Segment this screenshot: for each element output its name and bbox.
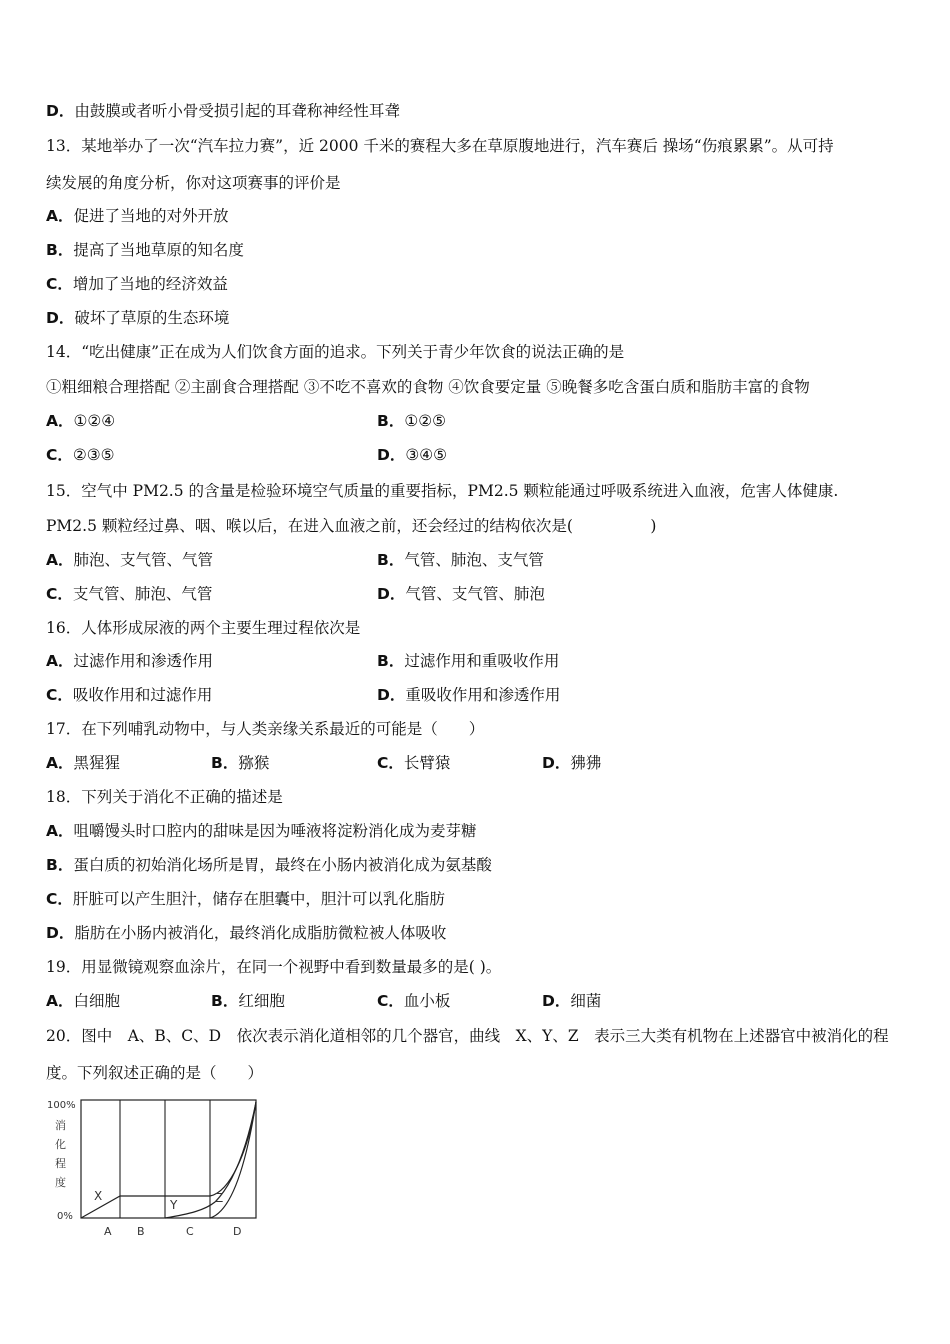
q18-option-a xyxy=(46,821,477,841)
y-axis-top-label: 100% xyxy=(47,1100,76,1111)
q16-stem: 16．人体形成尿液的两个主要生理过程依次是 xyxy=(46,619,361,637)
organ-label-a: A xyxy=(104,1225,112,1238)
q13-option-d xyxy=(46,308,229,328)
option-label: C． xyxy=(46,446,73,464)
q19-option-a xyxy=(46,991,120,1011)
q17-option-c xyxy=(377,753,450,773)
organ-label-d: D xyxy=(233,1225,242,1238)
option-label: D． xyxy=(377,446,406,464)
option-label: B． xyxy=(377,652,405,670)
option-text: 狒狒 xyxy=(570,754,602,772)
option-text: 红细胞 xyxy=(238,992,285,1010)
curve-label-x: X xyxy=(94,1189,103,1203)
q19-option-c xyxy=(377,991,450,1011)
curve-label-z: Z xyxy=(215,1191,224,1205)
option-text: 吸收作用和过滤作用 xyxy=(72,686,213,704)
y-axis-title-char: 度 xyxy=(55,1176,66,1189)
option-label: D． xyxy=(46,102,75,120)
option-label: B． xyxy=(46,856,74,874)
q16-option-c xyxy=(46,685,212,705)
option-text: 支气管、肺泡、气管 xyxy=(72,585,213,603)
option-text: 重吸收作用和渗透作用 xyxy=(405,686,561,704)
option-text: ①②⑤ xyxy=(404,412,447,430)
option-label: C． xyxy=(46,275,73,293)
option-label: B． xyxy=(377,551,405,569)
q18-option-c xyxy=(46,889,445,909)
q16-option-a xyxy=(46,651,213,671)
option-text: 气管、支气管、肺泡 xyxy=(405,585,545,603)
option-label: D． xyxy=(377,585,406,603)
q17-option-d xyxy=(542,753,601,773)
y-axis-title-char: 化 xyxy=(55,1138,66,1151)
option-label: A． xyxy=(46,412,74,430)
option-label: A． xyxy=(46,822,74,840)
option-text: 肺泡、支气管、气管 xyxy=(73,551,214,569)
q18-option-b xyxy=(46,855,492,875)
option-label: A． xyxy=(46,551,74,569)
option-label: B． xyxy=(46,241,74,259)
organ-label-b: B xyxy=(137,1225,145,1238)
q14-items: ①粗细粮合理搭配 ②主副食合理搭配 ③不吃不喜欢的食物 ④饮食要定量 ⑤晚餐多吃含蛋白质和脂肪丰富的食物 xyxy=(46,378,810,396)
option-text: 提高了当地草原的知名度 xyxy=(73,241,244,259)
q14-option-a xyxy=(46,411,115,431)
q15-option-c xyxy=(46,584,212,604)
q18-stem: 18．下列关于消化不正确的描述是 xyxy=(46,788,283,806)
curve-label-y: Y xyxy=(170,1198,178,1212)
option-label: A． xyxy=(46,992,74,1010)
option-text: 白细胞 xyxy=(73,992,121,1010)
q17-stem: 17．在下列哺乳动物中，与人类亲缘关系最近的可能是（ ） xyxy=(46,720,485,738)
q15-option-a xyxy=(46,550,213,570)
q15-option-d xyxy=(377,584,545,604)
q20-stem-line2: 度。下列叙述正确的是（ ） xyxy=(46,1064,264,1082)
q15-stem-line1: 15．空气中 PM2.5 的含量是检验环境空气质量的重要指标，PM2.5 颗粒能通过呼吸系统进入血液，危害人体健康. xyxy=(46,482,839,500)
option-label: D． xyxy=(377,686,406,704)
option-text: 长臂猿 xyxy=(403,754,451,772)
option-label: A． xyxy=(46,207,74,225)
option-label: B． xyxy=(211,992,239,1010)
option-text: 破坏了草原的生态环境 xyxy=(74,309,230,327)
option-label: C． xyxy=(46,585,73,603)
option-label: C． xyxy=(46,686,73,704)
curve-x xyxy=(81,1102,256,1218)
option-text: 细菌 xyxy=(570,992,602,1010)
q16-option-b xyxy=(377,651,559,671)
option-label: B． xyxy=(211,754,239,772)
option-text: 由鼓膜或者听小骨受损引起的耳聋称神经性耳聋 xyxy=(74,102,400,120)
digestion-figure xyxy=(40,1092,280,1252)
q19-option-d xyxy=(542,991,601,1011)
option-label: D． xyxy=(542,754,571,772)
option-label: C． xyxy=(377,992,404,1010)
q14-option-b xyxy=(377,411,446,431)
option-text: 过滤作用和重吸收作用 xyxy=(404,652,560,670)
q19-stem: 19．用显微镜观察血涂片，在同一个视野中看到数量最多的是( )。 xyxy=(46,958,502,976)
option-label: A． xyxy=(46,652,74,670)
option-text: 咀嚼馒头时口腔内的甜味是因为唾液将淀粉消化成为麦芽糖 xyxy=(73,822,477,840)
option-text: 促进了当地的对外开放 xyxy=(73,207,229,225)
option-label: D． xyxy=(46,309,75,327)
option-text: 过滤作用和渗透作用 xyxy=(73,652,214,670)
option-text: ②③⑤ xyxy=(72,446,115,464)
q14-option-c xyxy=(46,445,115,465)
option-label: B． xyxy=(377,412,405,430)
q12-option-d xyxy=(46,101,400,121)
option-text: 肝脏可以产生胆汁，储存在胆囊中，胆汁可以乳化脂肪 xyxy=(72,890,445,908)
option-label: C． xyxy=(46,890,73,908)
q13-option-a xyxy=(46,206,229,226)
option-text: 黑猩猩 xyxy=(73,754,121,772)
q13-stem-line2: 续发展的角度分析，你对这项赛事的评价是 xyxy=(46,174,341,192)
option-text: 血小板 xyxy=(403,992,451,1010)
option-text: 气管、肺泡、支气管 xyxy=(404,551,544,569)
option-text: 增加了当地的经济效益 xyxy=(72,275,228,293)
option-text: ③④⑤ xyxy=(405,446,448,464)
q14-stem: 14．“吃出健康”正在成为人们饮食方面的追求。下列关于青少年饮食的说法正确的是 xyxy=(46,343,625,361)
q13-stem-line1: 13．某地举办了一次“汽车拉力赛”，近 2000 千米的赛程大多在草原腹地进行，汽车赛后 操场“伤痕累累”。从可持 xyxy=(46,137,834,155)
q15-option-b xyxy=(377,550,544,570)
q13-option-c xyxy=(46,274,228,294)
q17-option-b xyxy=(211,753,269,773)
option-label: D． xyxy=(542,992,571,1010)
option-text: 蛋白质的初始消化场所是胃，最终在小肠内被消化成为氨基酸 xyxy=(73,856,492,874)
q20-stem-line1: 20．图中 A、B、C、D 依次表示消化道相邻的几个器官，曲线 X、Y、Z 表示三大类有机物在上述器官中被消化的程 xyxy=(46,1027,889,1045)
figure-frame xyxy=(81,1100,256,1218)
organ-label-c: C xyxy=(186,1225,194,1238)
option-text: 猕猴 xyxy=(238,754,270,772)
q17-option-a xyxy=(46,753,120,773)
y-axis-title-char: 消 xyxy=(55,1119,66,1132)
y-axis-bottom-label: 0% xyxy=(57,1211,73,1222)
y-axis-title-char: 程 xyxy=(55,1157,66,1170)
q18-option-d xyxy=(46,923,446,943)
option-label: A． xyxy=(46,754,74,772)
q13-option-b xyxy=(46,240,244,260)
option-label: C． xyxy=(377,754,404,772)
option-text: ①②④ xyxy=(73,412,116,430)
option-label: D． xyxy=(46,924,75,942)
q15-stem-line2: PM2.5 颗粒经过鼻、咽、喉以后，在进入血液之前，还会经过的结构依次是( ) xyxy=(46,517,657,535)
q16-option-d xyxy=(377,685,560,705)
q19-option-b xyxy=(211,991,285,1011)
option-text: 脂肪在小肠内被消化，最终消化成脂肪微粒被人体吸收 xyxy=(74,924,447,942)
q14-option-d xyxy=(377,445,447,465)
